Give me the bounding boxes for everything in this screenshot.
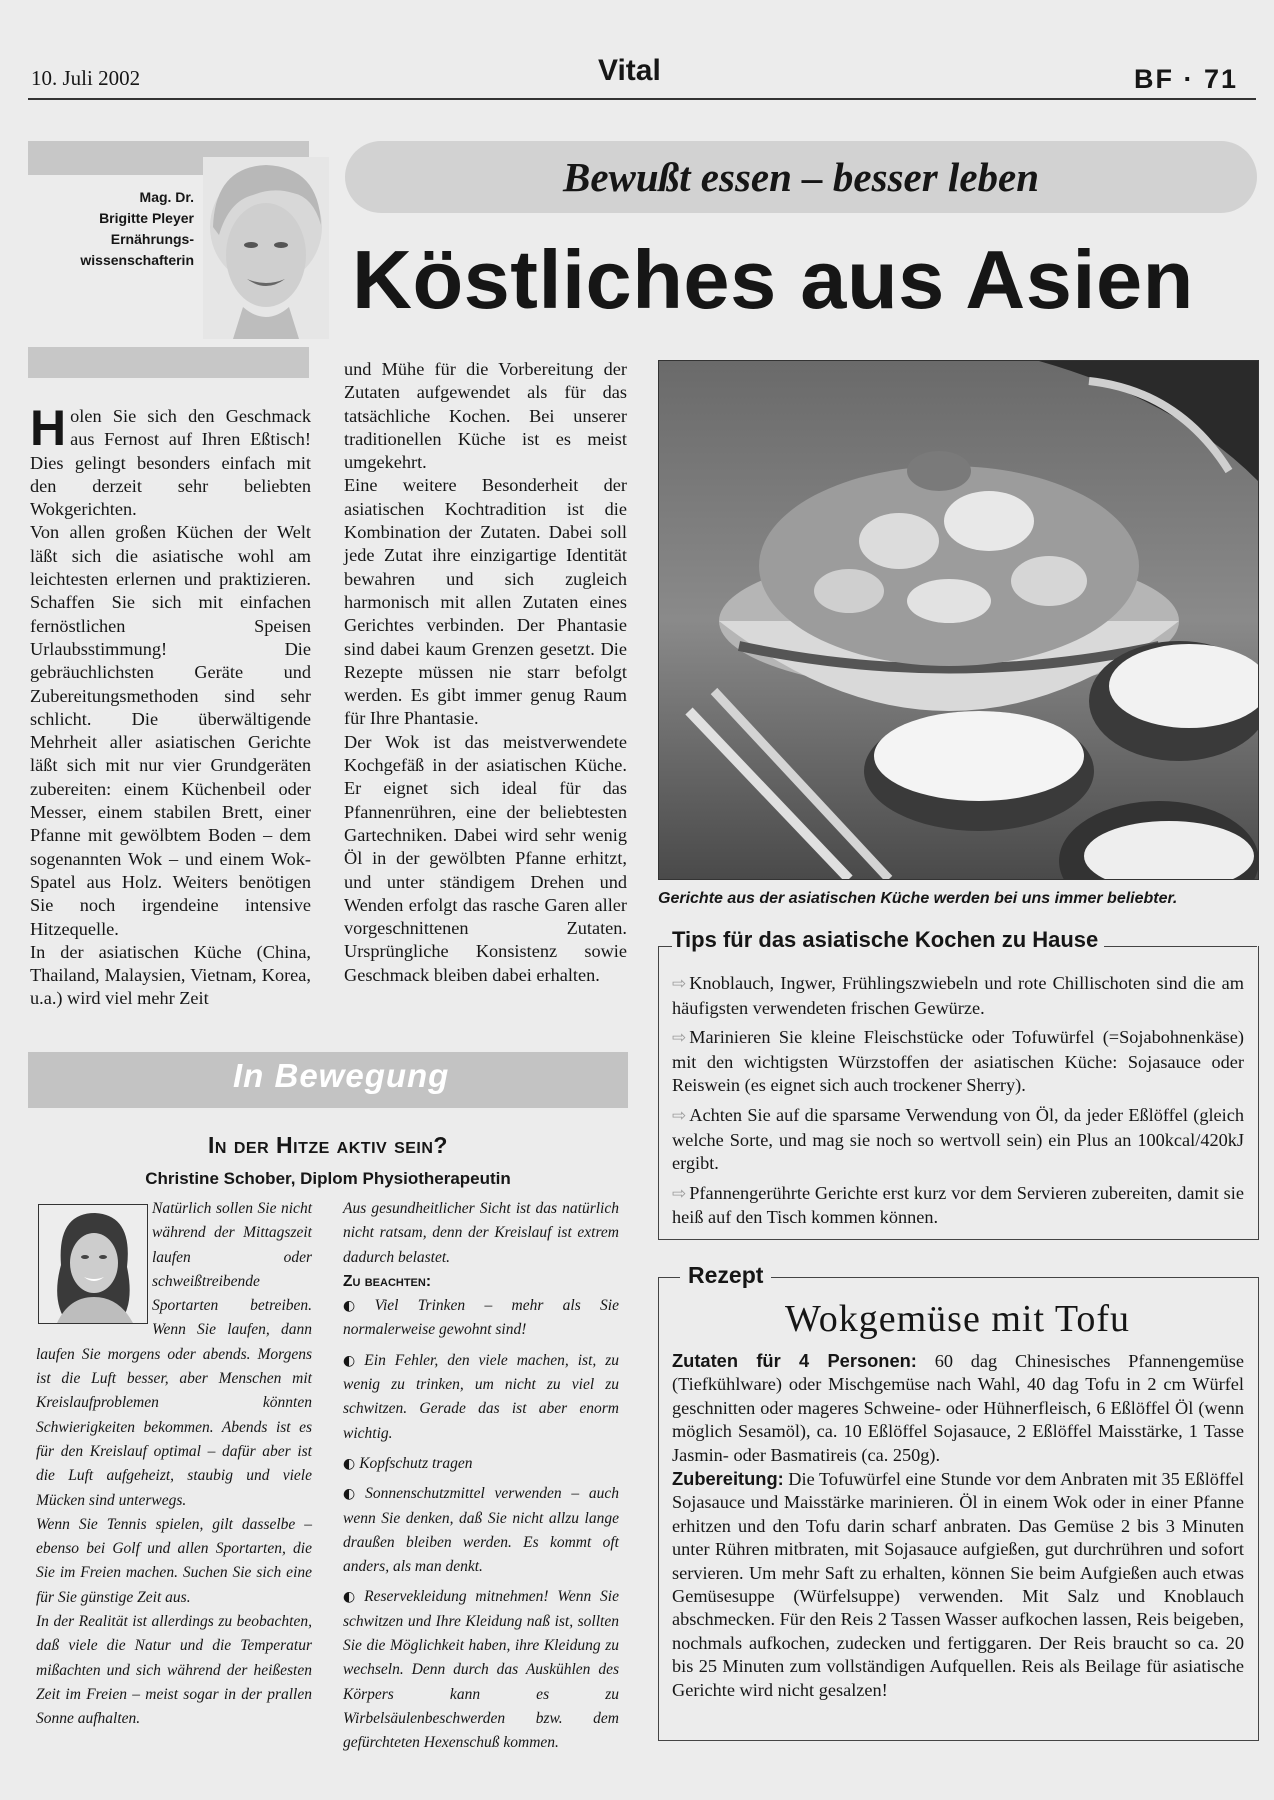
photo-caption: Gerichte aus der asiatischen Küche werden bei uns immer beliebter.: [658, 890, 1178, 907]
article-column-2: [344, 358, 627, 987]
author-role-2: wissenschafterin: [80, 252, 194, 268]
tip-text: Pfannengerührte Gerichte erst kurz vor dem Servieren zubereiten, damit sie heiß auf den Tisch kommen können.: [672, 1182, 1244, 1228]
bewegung-item-text: Kopfschutz tragen: [359, 1454, 473, 1472]
recipe-ingredients: [672, 1349, 1244, 1467]
tips-list: [672, 972, 1244, 1236]
bullet-icon: ◐: [343, 1352, 361, 1369]
author-name: Brigitte Pleyer: [99, 210, 194, 226]
recipe-title: Wokgemüse mit Tofu: [784, 1298, 1131, 1340]
food-photo: [658, 360, 1259, 880]
bullet-icon: ◐: [343, 1486, 362, 1503]
tip-text: Marinieren Sie kleine Fleischstücke oder Tofuwürfel (=Sojabohnenkäse) mit den wichtigsten Würzstoffen der asiatischen Küche: Sojasauce oder Reiswein (es eignet sich auch trockener Sherry).: [672, 1027, 1244, 1096]
tip-item: [672, 972, 1244, 1020]
article-column-1: [30, 400, 311, 1011]
bewegung-item: [343, 1482, 619, 1579]
photo-spacer: [36, 1197, 152, 1325]
tip-item: [672, 1104, 1244, 1176]
article-paragraph: Von allen großen Küchen der Welt läßt sich die asiatische wohl am leichtesten erlernen und praktizieren. Schaffen Sie sich mit einfachen fernöstlichen Speisen Urlaubsstimmung! Die gebräuchlichsten Geräte und Zubereitungsmethoden sind sehr schlicht. Die überwältigende Mehrheit aller asiatischen Gerichte läßt sich mit nur vier Grundgeräten zubereiten: einem Küchenbeil oder Messer, einem stabilen Brett, einer Pfanne mit gewölbtem Boden – dem sogenannten Wok – und einem Wok-Spatel aus Holz. Weiters benötigen Sie noch irgendeine intensive Hitzequelle.: [30, 522, 311, 939]
bullet-icon: ◐: [343, 1589, 361, 1606]
page-number: BF · 71: [1134, 64, 1239, 94]
recipe-preparation: [672, 1467, 1244, 1702]
bewegung-item-text: Viel Trinken – mehr als Sie normalerweise gewohnt sind!: [343, 1297, 619, 1339]
bullet-icon: ◐: [343, 1298, 371, 1315]
bewegung-column-2: [343, 1197, 619, 1756]
bewegung-item-text: Ein Fehler, den viele machen, ist, zu wenig zu trinken, um nicht zu viel zu schwitzen. Gerade das ist aber enorm wichtig.: [343, 1351, 619, 1442]
bewegung-paragraph: Natürlich sollen Sie nicht während der Mittagszeit laufen oder schweißtreibende Sportarten betreiben. Wenn Sie laufen, dann laufen Sie morgens oder abends. Morgens ist die Luft besser, aber Menschen mit Kreislaufproblemen könnten Schwierigkeiten bekommen. Abends ist es für den Kreislauf optimal – dafür aber ist die Luft aufgeheizt, staubig und viele Mücken sind unterwegs.: [36, 1200, 312, 1509]
tip-item: [672, 1182, 1244, 1230]
ingredients-label: Zutaten für 4 Personen:: [672, 1350, 917, 1371]
preparation-text: Die Tofuwürfel eine Stunde vor dem Anbraten mit 35 Eßlöffel Sojasauce und Maisstärke marinieren. Öl in einem Wok oder in einer Pfanne erhitzen und den Tofu darin scharf anbraten. Das Gemüse 2 bis 3 Minuten unter Rühren mitbraten, mit Sojasauce aufgießen, gut durchrühren und sofort servieren. Um mehr Saft zu erhalten, können Sie beim Aufgießen auch etwas Gemüsesuppe (Würfelsuppe) verwenden. Mit Salz und Knoblauch abschmecken. Für den Reis 2 Tassen Wasser aufkochen lassen, Reis beigeben, nochmals aufkochen, zudecken und fertiggaren. Der Reis braucht so ca. 20 bis 25 Minuten zum vollständigen Aufquellen. Reis als Beilage für asiatische Gerichte wird nicht gesalzen!: [672, 1469, 1244, 1700]
preparation-label: Zubereitung:: [672, 1468, 784, 1490]
article-headline: Köstliches aus Asien: [352, 233, 1194, 326]
drop-cap: H: [30, 400, 67, 456]
article-paragraph: [30, 400, 311, 521]
author-band-bottom: [28, 347, 309, 378]
tips-heading: Tips für das asiatische Kochen zu Hause: [672, 927, 1104, 953]
arrow-icon: ⇨: [672, 1183, 687, 1204]
tip-item: [672, 1026, 1244, 1098]
bewegung-byline: Christine Schober, Diplom Physiotherapeutin: [145, 1169, 511, 1188]
bewegung-subheading: Zu beachten:: [343, 1272, 431, 1290]
article-paragraph: Der Wok ist das meistverwendete Kochgefäß in der asiatischen Küche. Er eignet sich ideal für das Pfannenrühren, eine der beliebtesten Gartechniken. Dabei wird sehr wenig Öl in der gewölbten Pfanne erhitzt, und unter ständigem Drehen und Wenden erfolgt das rasche Garen aller vorgeschnittenen Zutaten. Ursprüngliche Konsistenz sowie Geschmack bleiben dabei erhalten.: [344, 731, 627, 985]
section-title: Vital: [598, 54, 661, 87]
ingredients-text: 60 dag Chinesisches Pfannengemüse (Tiefkühlware) oder Mischgemüse nach Wahl, 40 dag Tofu in 2 cm Würfel geschnitten oder mageres Schweine- oder Hühnerfleisch, 6 Eßlöffel Öl (wenn möglich Sesamöl), ca. 10 Eßlöffel Sojasauce, 2 Eßlöffel Maisstärke, 1 Tasse Jasmin- oder Basmatireis (ca. 250g).: [672, 1351, 1244, 1465]
bewegung-paragraph: Aus gesundheitlicher Sicht ist das natürlich nicht ratsam, denn der Kreislauf ist extrem dadurch belastet.: [343, 1200, 619, 1266]
author-credit: [56, 187, 194, 271]
tip-text: Knoblauch, Ingwer, Frühlingszwiebeln und rote Chillischoten sind die am häufigsten verwendeten frischen Gewürze.: [672, 973, 1244, 1018]
bewegung-item: [343, 1452, 619, 1476]
bewegung-label: In Bewegung: [233, 1057, 450, 1094]
recipe-label: Rezept: [680, 1262, 771, 1289]
bewegung-item: [343, 1294, 619, 1343]
bewegung-item-text: Sonnenschutzmittel verwenden – auch wenn Sie denken, daß Sie nicht allzu lange draußen bleiben werden. Es kommt oft anders, als man denkt.: [343, 1485, 620, 1576]
article-paragraph: In der asiatischen Küche (China, Thailand, Malaysien, Vietnam, Korea, u.a.) wird viel mehr Zeit: [30, 941, 311, 1009]
article-paragraph: und Mühe für die Vorbereitung der Zutaten aufgewendet als für das tatsächliche Kochen. Bei unserer traditionellen Küche ist es meist umgekehrt.: [344, 359, 627, 473]
tip-text: Achten Sie auf die sparsame Verwendung von Öl, da jeder Eßlöffel (gleich welche Sorte, und mag sie noch so wertvoll sein) ein Plus an 100kcal/420kJ ergibt.: [672, 1104, 1244, 1174]
author-box: [28, 141, 309, 378]
author-role-1: Ernährungs-: [110, 231, 194, 247]
recipe-body: [672, 1349, 1244, 1702]
bewegung-item-text: Reservekleidung mitnehmen! Wenn Sie schwitzen und Ihre Kleidung naß ist, sollten Sie die Möglichkeit haben, ihre Kleidung zu wechseln. Denn durch das Auskühlen des Körpers kann es zu Wirbelsäulenbeschwerden bzw. dem gefürchteten Hexenschuß kommen.: [343, 1588, 619, 1752]
header-rule: [28, 98, 1256, 100]
bewegung-item: [343, 1349, 619, 1446]
bullet-icon: ◐: [343, 1455, 356, 1472]
arrow-icon: ⇨: [672, 1028, 687, 1049]
bewegung-paragraph: Wenn Sie Tennis spielen, gilt dasselbe – ebenso bei Golf und allen Sportarten, die Sie im Freien machen. Suchen Sie sich eine für Sie günstige Zeit aus.: [36, 1515, 312, 1606]
bewegung-column-1: [36, 1197, 312, 1732]
bewegung-item: [343, 1585, 619, 1755]
article-paragraph: Eine weitere Besonderheit der asiatischen Kochtradition ist die Kombination der Zutaten. Dabei soll jede Zutat ihre einzigartige Identität bewahren und sich zugleich harmonisch mit allen Zutaten eines Gerichtes verbinden. Der Phantasie sind dabei kaum Grenzen gesetzt. Die Rezepte müssen nie starr befolgt werden. Es gibt immer genug Raum für Ihre Phantasie.: [344, 475, 627, 729]
author-portrait: [203, 157, 329, 339]
article-text: olen Sie sich den Geschmack aus Fernost auf Ihren Eßtisch! Dies gelingt besonders einfach mit den derzeit sehr beliebten Wokgerichten.: [30, 406, 311, 520]
bewegung-paragraph: In der Realität ist allerdings zu beobachten, daß viele die Natur und die Temperatur mißachten und sich während der heißesten Zeit im Freien – meist sogar in der prallen Sonne aufhalten.: [36, 1613, 312, 1728]
bewegung-title: In der Hitze aktiv sein?: [208, 1132, 448, 1158]
arrow-icon: ⇨: [672, 1105, 687, 1126]
author-title: Mag. Dr.: [139, 189, 194, 205]
kicker-banner: Bewußt essen – besser leben: [345, 141, 1257, 213]
issue-date: 10. Juli 2002: [31, 66, 141, 90]
arrow-icon: ⇨: [672, 974, 687, 994]
